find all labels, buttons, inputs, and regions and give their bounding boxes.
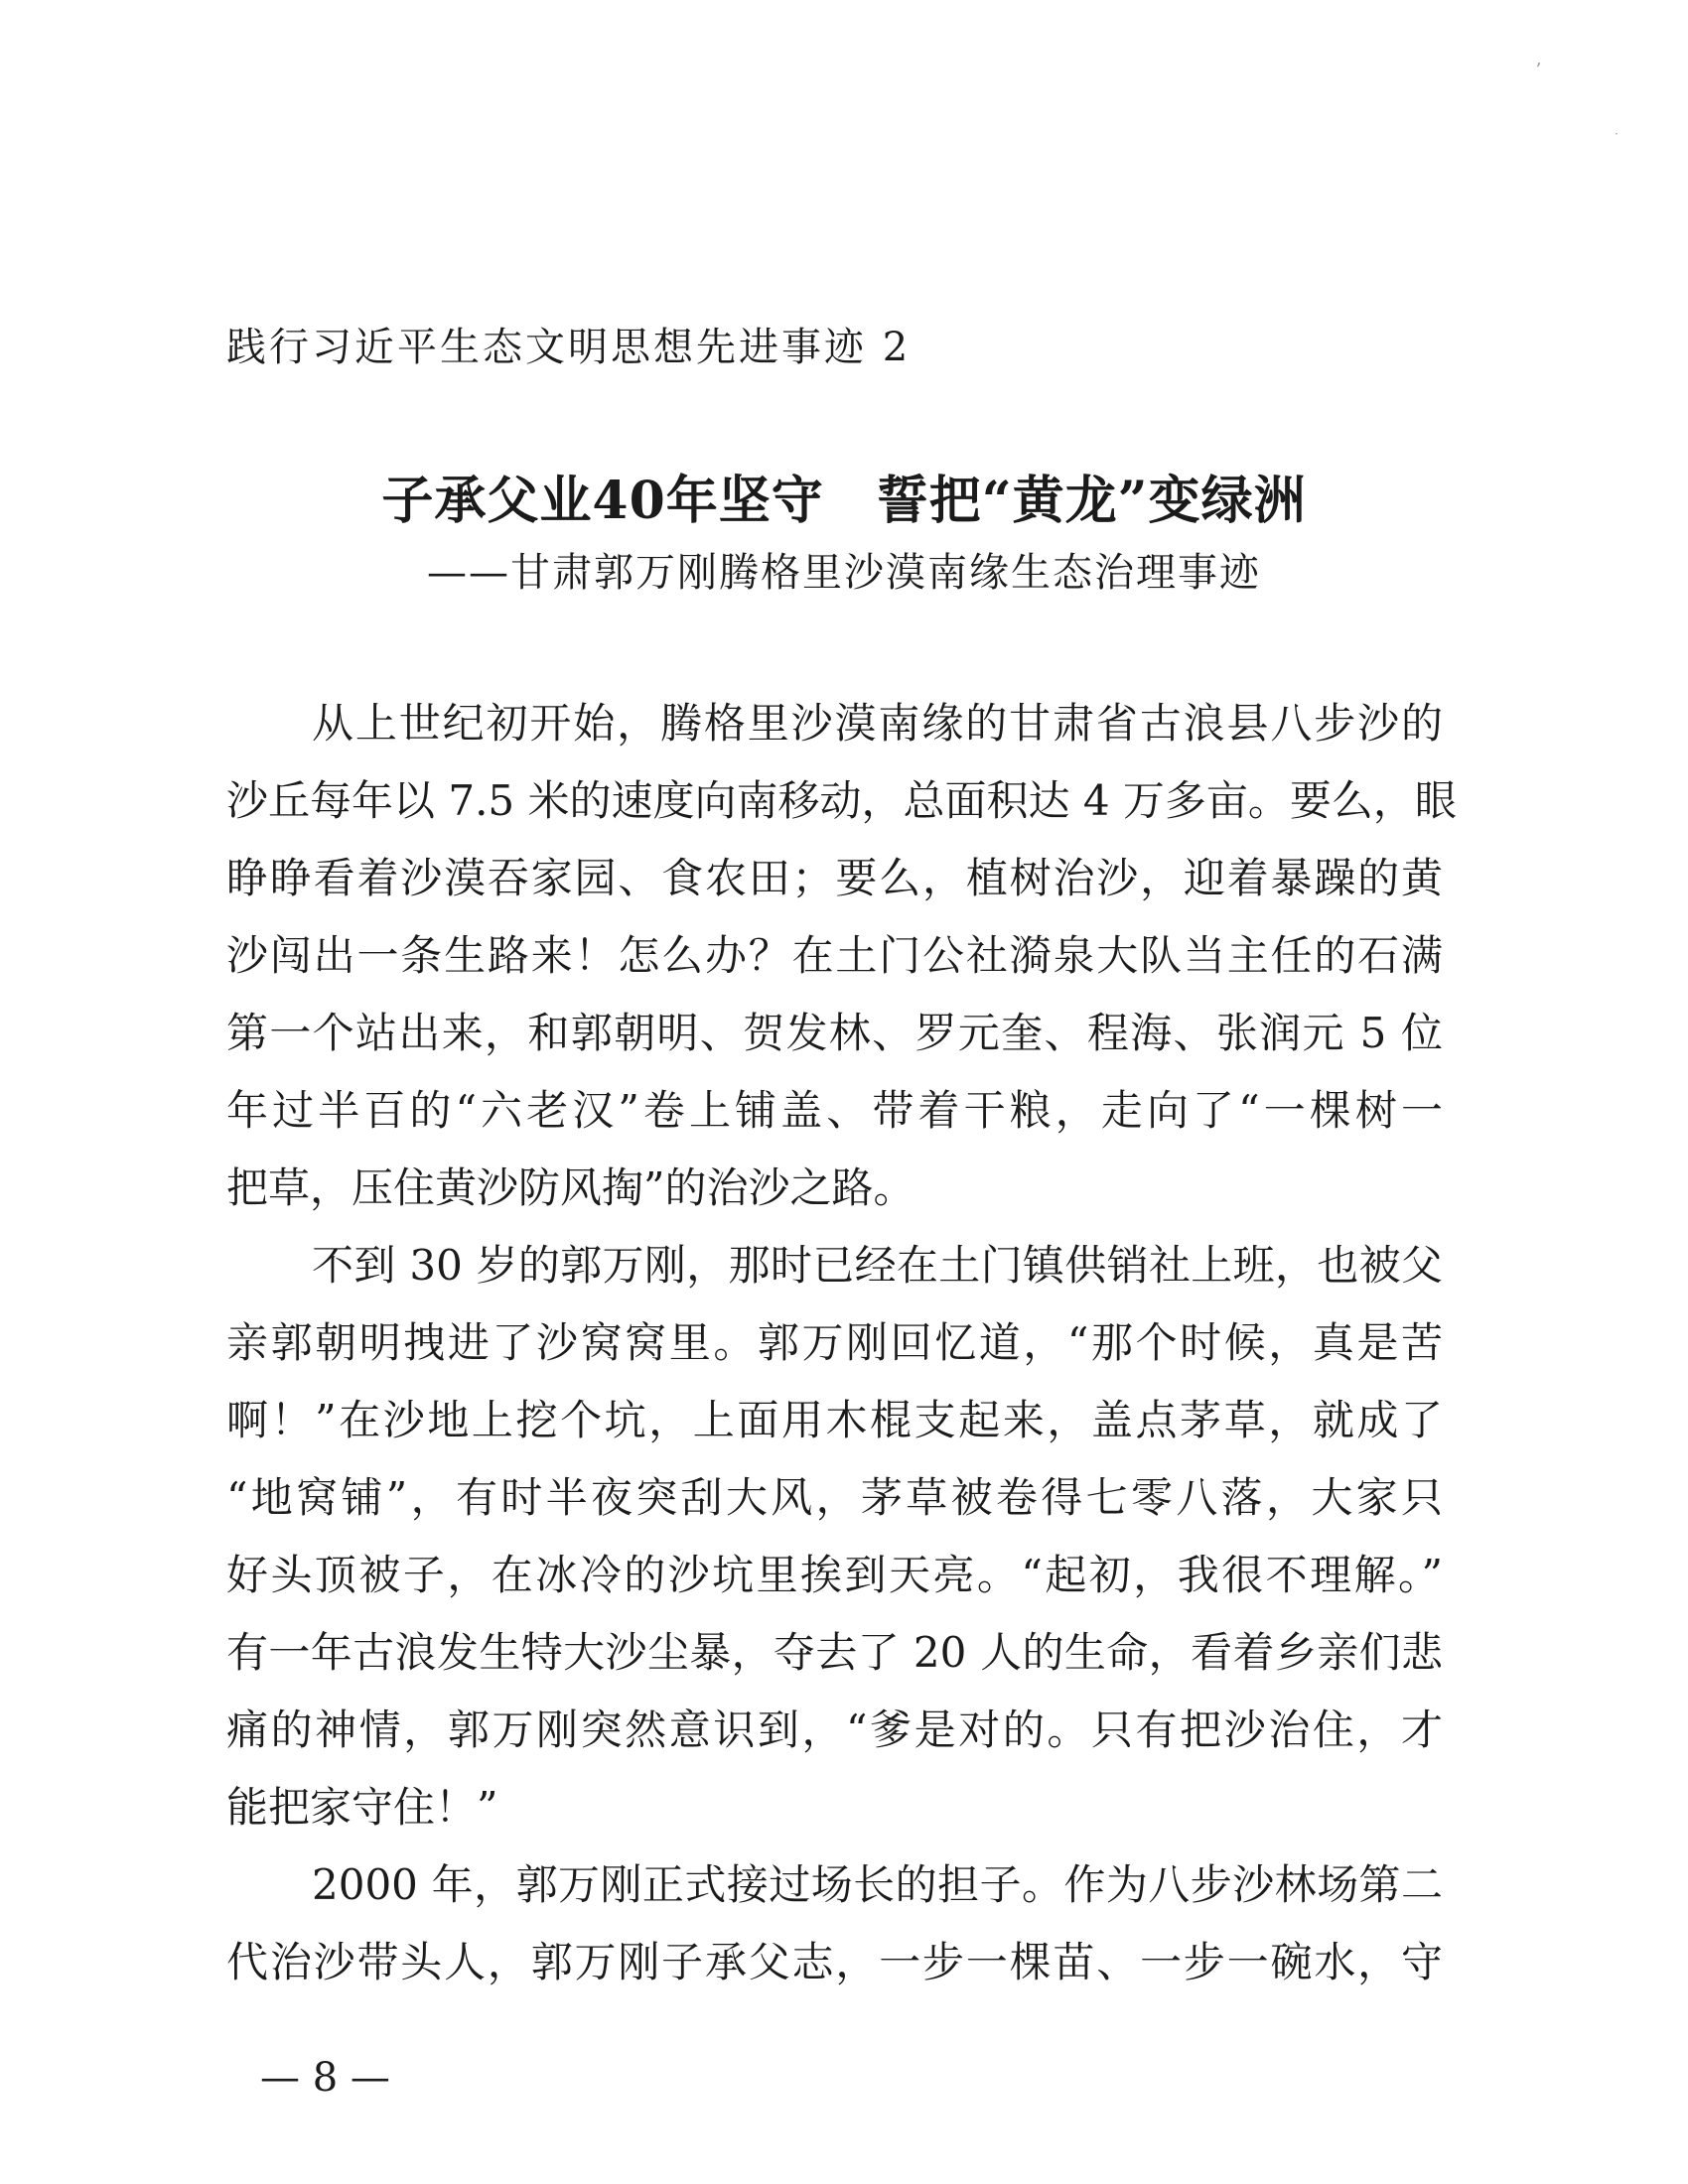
text-line: 有一年古浪发生特大沙尘暴，夺去了 20 人的生命，看着乡亲们悲: [226, 1628, 1443, 1677]
text-line: 亲郭朝明拽进了沙窝窝里。郭万刚回忆道，“那个时候，真是苦: [226, 1318, 1443, 1367]
page-number: — 8 —: [260, 2055, 390, 2101]
scan-artifact-mark: ·: [1615, 127, 1618, 141]
text-line: 痛的神情，郭万刚突然意识到，“爹是对的。只有把沙治住，才: [226, 1706, 1443, 1754]
document-title: 子承父业40年坚守 誓把“黄龙”变绿洲: [381, 471, 1307, 531]
text-line: “地窝铺”，有时半夜突刮大风，茅草被卷得七零八落，大家只: [226, 1473, 1443, 1522]
text-line: 从上世纪初开始，腾格里沙漠南缘的甘肃省古浪县八步沙的: [312, 699, 1443, 748]
paragraph-3: [226, 1846, 1443, 2001]
body-text: [226, 685, 1457, 2001]
scan-artifact-mark: ʼ: [1535, 60, 1541, 80]
document-subtitle: ——甘肃郭万刚腾格里沙漠南缘生态治理事迹: [427, 550, 1261, 596]
text-line: 能把家守住！”: [226, 1783, 498, 1832]
text-line: 啊！”在沙地上挖个坑，上面用木棍支起来，盖点茅草，就成了: [226, 1396, 1443, 1444]
text-line: 好头顶被子，在冰冷的沙坑里挨到天亮。“起初，我很不理解。”: [226, 1551, 1443, 1599]
text-line: 沙丘每年以 7.5 米的速度向南移动，总面积达 4 万多亩。要么，眼: [226, 776, 1457, 825]
text-line: 沙闯出一条生路来！怎么办？在土门公社漪泉大队当主任的石满: [226, 931, 1443, 980]
text-line: 不到 30 岁的郭万刚，那时已经在土门镇供销社上班，也被父: [312, 1241, 1443, 1290]
text-line: 睁睁看着沙漠吞家园、食农田；要么，植树治沙，迎着暴躁的黄: [226, 854, 1443, 902]
text-line: 代治沙带头人，郭万刚子承父志，一步一棵苗、一步一碗水，守: [226, 1938, 1443, 1986]
text-line: 第一个站出来，和郭朝明、贺发林、罗元奎、程海、张润元 5 位: [226, 1009, 1443, 1057]
paragraph-1: [226, 685, 1457, 1227]
text-line: 把草，压住黄沙防风掏”的治沙之路。: [226, 1163, 915, 1212]
series-label: 践行习近平生态文明思想先进事迹 2: [226, 325, 912, 370]
text-line: 2000 年，郭万刚正式接过场长的担子。作为八步沙林场第二: [312, 1860, 1443, 1909]
paragraph-2: [226, 1227, 1443, 1846]
text-line: 年过半百的“六老汉”卷上铺盖、带着干粮，走向了“一棵树一: [226, 1086, 1443, 1135]
